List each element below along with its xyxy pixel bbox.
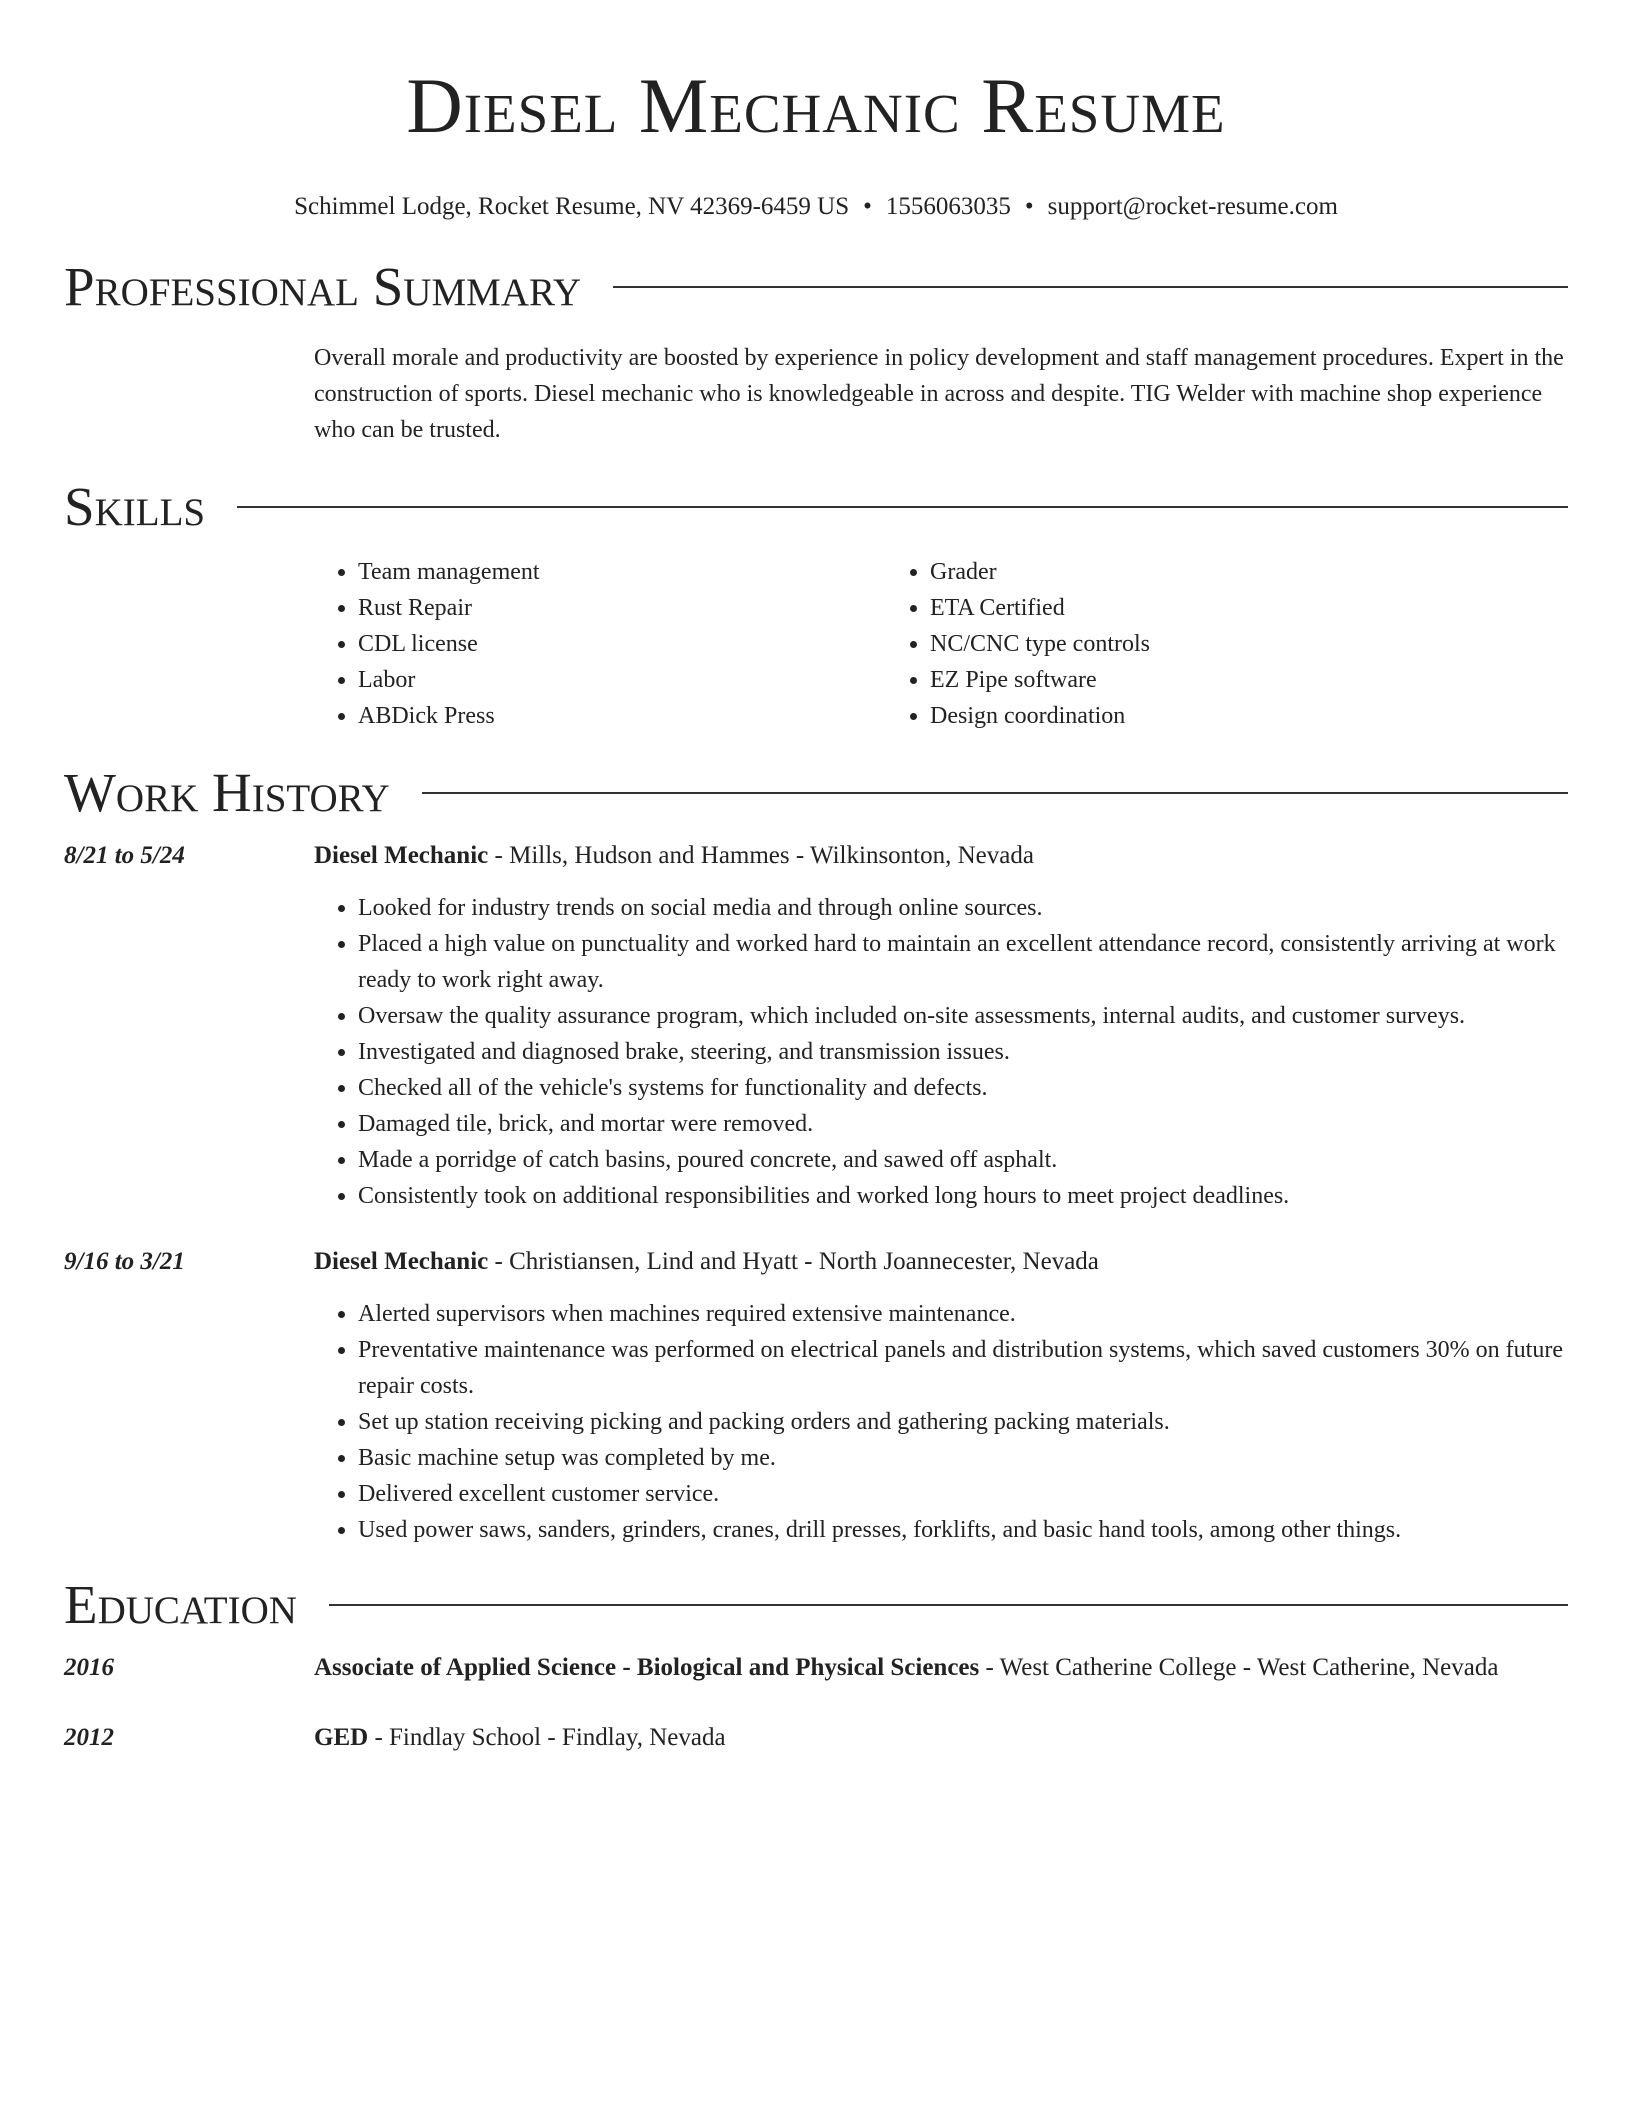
summary-spacer xyxy=(64,340,314,448)
skill-item: • Team management xyxy=(358,554,886,590)
skills-list-right xyxy=(886,554,1458,734)
contact-email: support@rocket-resume.com xyxy=(1047,193,1338,220)
contact-phone: 1556063035 xyxy=(885,193,1011,220)
job-bullet: • Set up station receiving picking and packing orders and gathering packing materials. xyxy=(358,1404,1568,1440)
job-title: Diesel Mechanic xyxy=(314,1248,489,1275)
work-section-header xyxy=(64,762,1568,824)
skill-item: • Design coordination xyxy=(930,698,1458,734)
education-details: - West Catherine College - West Catherine, Nevada xyxy=(979,1654,1499,1681)
job-heading xyxy=(314,838,1568,874)
skills-grid xyxy=(314,554,1568,734)
job-bullet: • Basic machine setup was completed by me. xyxy=(358,1440,1568,1476)
job-dates: 8/21 to 5/24 xyxy=(64,842,185,869)
skills-heading: Skills xyxy=(64,476,206,537)
education-section-header xyxy=(64,1574,1568,1636)
job-entry xyxy=(64,838,1568,1214)
resume-title: Diesel Mechanic Resume xyxy=(406,62,1226,149)
contact-line xyxy=(64,192,1568,222)
job-bullet: • Damaged tile, brick, and mortar were removed. xyxy=(358,1106,1568,1142)
education-heading: Education xyxy=(64,1574,297,1635)
education-year: 2016 xyxy=(64,1654,114,1681)
summary-section-header xyxy=(64,256,1568,318)
job-entry xyxy=(64,1244,1568,1548)
education-year: 2012 xyxy=(64,1724,114,1751)
section-divider xyxy=(422,792,1568,794)
job-bullet: • Checked all of the vehicle's systems for functionality and defects. xyxy=(358,1070,1568,1106)
job-content xyxy=(314,1244,1568,1548)
job-bullet: • Investigated and diagnosed brake, steering, and transmission issues. xyxy=(358,1034,1568,1070)
skill-item: • Grader xyxy=(930,554,1458,590)
job-dates: 9/16 to 3/21 xyxy=(64,1248,185,1275)
job-title: Diesel Mechanic xyxy=(314,842,489,869)
job-heading xyxy=(314,1244,1568,1280)
section-divider xyxy=(237,506,1568,508)
skills-section-header xyxy=(64,476,1568,538)
job-bullet: • Placed a high value on punctuality and worked hard to maintain an excellent attendance record, consistently arriving at work ready to work right away. xyxy=(358,926,1568,998)
education-content xyxy=(314,1648,1568,1688)
skills-section xyxy=(64,538,1568,734)
contact-separator: • xyxy=(1024,193,1034,220)
skill-item: • ABDick Press xyxy=(358,698,886,734)
section-divider xyxy=(613,286,1568,288)
job-bullet: • Delivered excellent customer service. xyxy=(358,1476,1568,1512)
skills-spacer xyxy=(64,538,314,734)
job-bullet: • Looked for industry trends on social media and through online sources. xyxy=(358,890,1568,926)
summary-section xyxy=(64,340,1568,448)
job-bullet: • Oversaw the quality assurance program, which included on-site assessments, internal audits, and customer surveys. xyxy=(358,998,1568,1034)
skill-item: • NC/CNC type controls xyxy=(930,626,1458,662)
skill-item: • EZ Pipe software xyxy=(930,662,1458,698)
job-bullets xyxy=(314,890,1568,1214)
education-entry xyxy=(64,1718,1568,1758)
job-content xyxy=(314,838,1568,1214)
job-bullet: • Alerted supervisors when machines required extensive maintenance. xyxy=(358,1296,1568,1332)
skill-item: • Labor xyxy=(358,662,886,698)
section-divider xyxy=(329,1604,1568,1606)
skill-item: • CDL license xyxy=(358,626,886,662)
contact-separator: • xyxy=(863,193,872,220)
skill-item: • ETA Certified xyxy=(930,590,1458,626)
job-bullet: • Preventative maintenance was performed on electrical panels and distribution systems, which saved customers 30% on future repair costs. xyxy=(358,1332,1568,1404)
education-degree: Associate of Applied Science - Biological and Physical Sciences xyxy=(314,1654,980,1681)
skills-list-left xyxy=(314,554,886,734)
contact-address: Schimmel Lodge, Rocket Resume, NV 42369-6459 US xyxy=(294,193,850,220)
education-details: - Findlay School - Findlay, Nevada xyxy=(368,1724,726,1751)
summary-text: Overall morale and productivity are boosted by experience in policy development and staff management procedures. Expert in the construction of sports. Diesel mechanic who is knowledgeable in across and despite. TIG Welder with machine shop experience who can be trusted. xyxy=(314,345,1564,443)
work-heading: Work History xyxy=(64,762,390,823)
education-content xyxy=(314,1718,1568,1758)
summary-heading: Professional Summary xyxy=(64,256,582,317)
education-degree: GED xyxy=(314,1724,369,1751)
skill-item: • Rust Repair xyxy=(358,590,886,626)
job-bullet: • Made a porridge of catch basins, poured concrete, and sawed off asphalt. xyxy=(358,1142,1568,1178)
job-details: - Mills, Hudson and Hammes - Wilkinsonton, Nevada xyxy=(488,842,1034,869)
job-details: - Christiansen, Lind and Hyatt - North Joannecester, Nevada xyxy=(488,1248,1099,1275)
education-entry xyxy=(64,1648,1568,1688)
job-bullets xyxy=(314,1296,1568,1548)
job-bullet: • Consistently took on additional responsibilities and worked long hours to meet project deadlines. xyxy=(358,1178,1568,1214)
job-bullet: • Used power saws, sanders, grinders, cranes, drill presses, forklifts, and basic hand tools, among other things. xyxy=(358,1512,1568,1548)
